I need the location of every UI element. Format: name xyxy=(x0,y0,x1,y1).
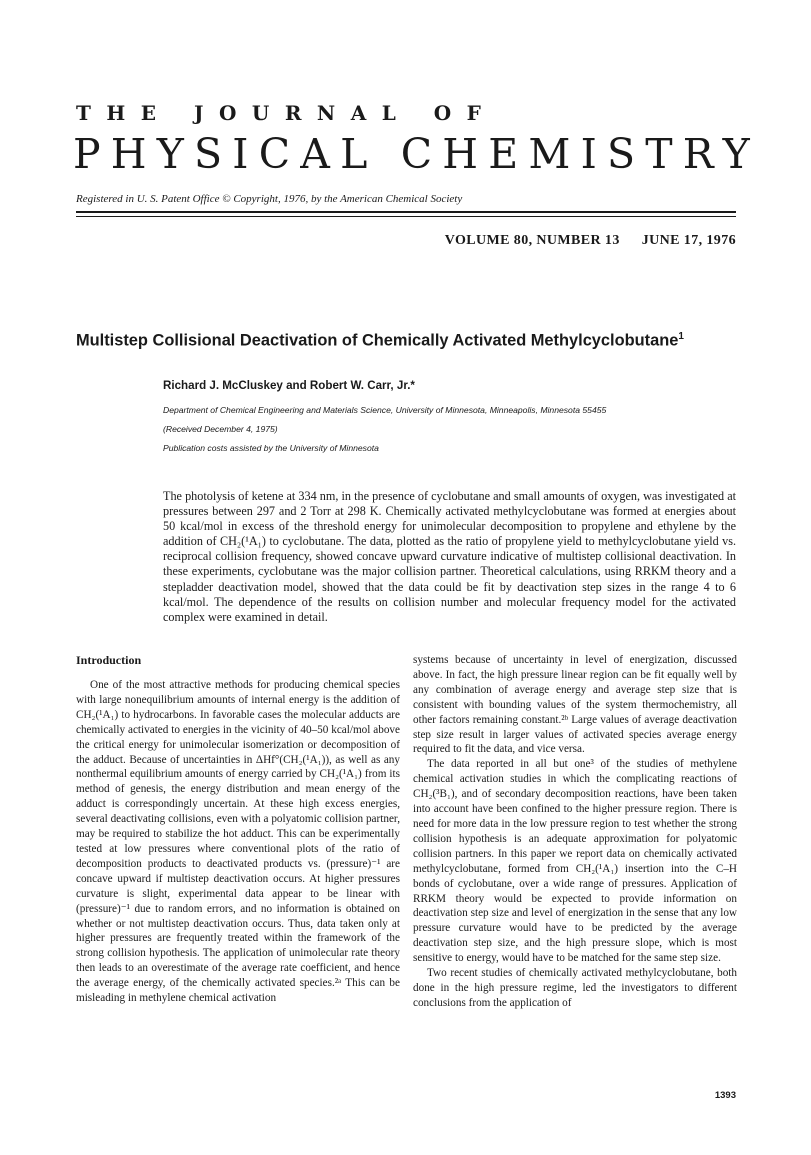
journal-name-top: THE JOURNAL OF xyxy=(76,101,497,125)
publication-costs-note: Publication costs assisted by the University of Minnesota xyxy=(163,443,379,453)
authors: Richard J. McCluskey and Robert W. Carr, Jr.* xyxy=(163,379,415,392)
title-footnote-marker: 1 xyxy=(678,331,684,342)
page-number: 1393 xyxy=(714,1090,736,1101)
article-title xyxy=(76,331,684,350)
affiliation: Department of Chemical Engineering and Materials Science, University of Minnesota, Minneapolis, Minnesota 55455 xyxy=(163,405,607,415)
header-rule-thin xyxy=(76,216,736,217)
volume-number: VOLUME 80, NUMBER 13 xyxy=(444,233,620,248)
body-column-right xyxy=(413,653,737,1011)
issue-line xyxy=(445,233,736,249)
paragraph: One of the most attractive methods for producing chemical species with large nonequilibrium amounts of internal energy is the addition of CH₂(¹A₁) to hydrocarbons. In favorable cases the molecular adducts are chemically activated to energies in the vicinity of 40–50 kcal/mol above the critical energy for unimolecular isomerization or decomposition of the adduct. Because of uncertainties in ΔHf°(CH₂(¹A₁)), as well as any nonthermal equilibrium amounts of energy carried by CH₂(¹A₁) from its method of genesis, the energy distribution and mean energy of the adduct is correspondingly uncertain. At these high excess energies, several deactivating collisions, even with a polyatomic collision partner, may be required to stabilize the hot adduct. This can be experimentally tested at low pressures where conventional plots of the ratio of decomposition products to deactivated products vs. (pressure)⁻¹ are concave upward if multistep deactivation occurs. At higher pressures curvature is slight, experimental data appear to be linear with (pressure)⁻¹ due to random errors, and no information is obtained on whether or not multistep deactivation occurs. Thus, data taken only at higher pressures are frequently treated within the framework of the strong collision hypothesis. The application of unimolecular rate theory then leads to an overestimate of the average rate coefficient, and hence the average energy, of the chemically activated species.²ᵃ This can be misleading in methylene chemical activation xyxy=(76,679,400,1005)
section-heading: Introduction xyxy=(76,653,142,667)
article-title-text: Multistep Collisional Deactivation of Chemically Activated Methylcyclobutane xyxy=(76,331,679,350)
body-column-left xyxy=(76,653,400,1006)
copyright-line: Registered in U. S. Patent Office © Copyright, 1976, by the American Chemical Society xyxy=(76,193,463,205)
issue-date: JUNE 17, 1976 xyxy=(641,233,736,248)
paragraph: Two recent studies of chemically activated methylcyclobutane, both done in the high pressure regime, led the investigators to different conclusions from the application of xyxy=(413,967,737,1009)
journal-name-main: PHYSICAL CHEMISTRY xyxy=(73,130,760,178)
paragraph: The data reported in all but one³ of the studies of methylene chemical activation studies in which the complicating reactions of CH₂(³B₁), and of secondary decomposition reactions, have been taken into account have been confined to the higher pressure region. There is need for more data in the low pressure region to test whether the strong collision hypothesis is an adequate approximation for polyatomic collision partners. In this paper we report data on chemically activated methylcyclobutane, formed from CH₂(¹A₁) insertion into the C–H bonds of cyclobutane, over a wide range of pressures. Application of RRKM theory would be expected to provide information on deactivation step size and level of energization in the sense that any low pressure curvature would have to be predicted by the average deactivation step size, and the high pressure slope, which is most sensitive to energy, would have to be matched for the same step size. xyxy=(413,758,737,965)
received-date: (Received December 4, 1975) xyxy=(163,424,278,434)
abstract: The photolysis of ketene at 334 nm, in the presence of cyclobutane and small amounts of oxygen, was investigated at pressures between 297 and 2 Torr at 298 K. Chemically activated methylcyclobutane was formed at energies about 50 kcal/mol in excess of the threshold energy for unimolecular decomposition to propylene and ethylene by the addition of CH₂(¹A₁) to cyclobutane. The data, plotted as the ratio of propylene yield to methylcyclobutane yield vs. reciprocal collision frequency, showed concave upward curvature indicative of multistep collisional deactivation. In these experiments, cyclobutane was the major collision partner. Theoretical calculations, using RRKM theory and a stepladder deactivation model, showed that the data could be fit by deactivation step sizes in the range 4 to 6 kcal/mol. The dependence of the results on collision number and molecular frequency model for the activated complex were examined in detail. xyxy=(163,489,736,624)
header-rule-thick xyxy=(76,211,736,213)
paragraph: systems because of uncertainty in level of energization, discussed above. In fact, the high pressure linear region can be fit equally well by any combination of average energy and average step size that is consistent with bounding values of the system thermochemistry, all other factors remaining constant.²ᵇ Large values of average deactivation step size result in larger values of activated species average energy required to fit the data, and vice versa. xyxy=(413,654,737,756)
